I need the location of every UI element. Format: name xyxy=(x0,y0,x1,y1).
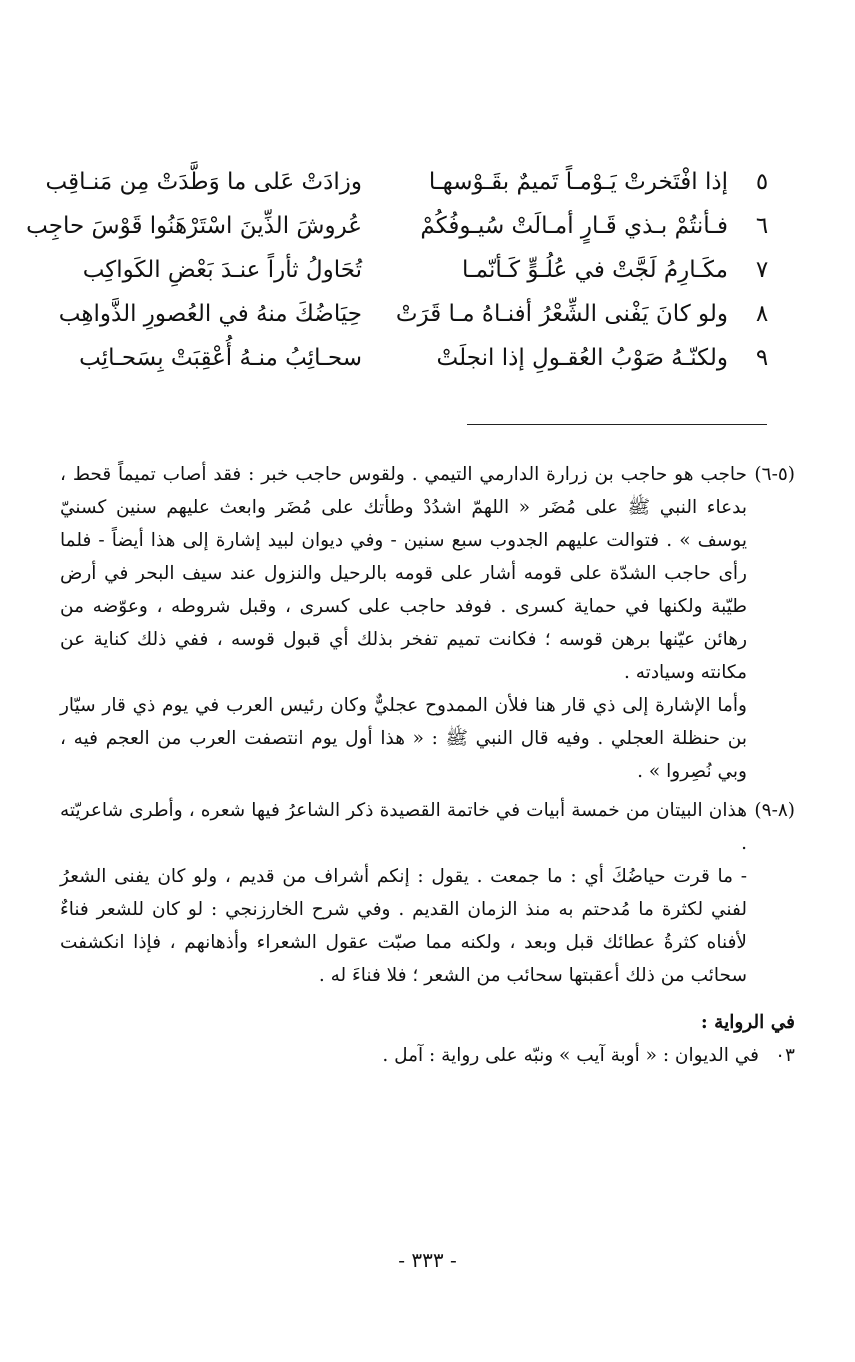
variant-number: ٠٣ xyxy=(775,1045,795,1066)
verse-second-hemistich: عُروشَ الذِّينَ اسْتَرْهَنُوا قَوْسَ حاجِب xyxy=(26,213,362,239)
verse-first-hemistich: ولو كانَ يَفْنى الشِّعْرُ أفنـاهُ مـا قَرَتْ xyxy=(395,301,728,327)
verse-second-hemistich: حِيَاضُكَ منهُ في العُصورِ الذَّواهِب xyxy=(58,301,362,327)
footnote-paragraph: - ما قرت حياضُكَ أي : ما جمعت . يقول : إنكم أشراف من قديم ، ولو كان يفنى الشعرُ لفني لكثرة ما مُدحتم به منذ الزمان القديم . وفي شرح الخارزنجي : لو كان للشعر فناءٌ لأفناه كثرةُ عطائك قبل وبعد ، ولكنه مما صبّت عقول الشعراء وأذهانهم ، فإذا انكشفت سحائب من ذلك أعقبتها سحائب من الشعر ؛ فلا فناءَ له . xyxy=(60,866,747,986)
verse-first-hemistich: فـأنتُمْ بـذي قَـارٍ أمـالَتْ سُيـوفُكُمْ xyxy=(420,213,728,239)
verse-second-hemistich: وزادَتْ عَلى ما وَطَّدَتْ مِن مَنـاقِب xyxy=(45,169,362,195)
verse xyxy=(60,248,780,292)
footnote xyxy=(60,458,795,788)
poem-verses xyxy=(26,160,780,380)
verse-number: ٦ xyxy=(755,213,769,239)
footnote xyxy=(60,794,795,992)
footnote-paragraph: هذان البيتان من خمسة أبيات في خاتمة القصيدة ذكر الشاعرُ فيها شعره ، وأطرى شاعريّته . xyxy=(60,800,747,854)
variant-text: في الديوان : « أوبة آيب » ونبّه على رواية : آمل . xyxy=(382,1045,759,1066)
verse xyxy=(60,336,780,380)
verse-first-hemistich: إذا افْتَخرتْ يَـوْمـاً تَميمٌ بقَـوْسهـا xyxy=(428,169,728,195)
variant-note xyxy=(60,1039,795,1072)
verse-first-hemistich: مكَـارِمُ لَجَّتْ في عُلُـوٍّ كَـأنّمـا xyxy=(461,257,728,283)
footnote-paragraph: وأما الإشارة إلى ذي قار هنا فلأن الممدوح عجليٌّ وكان رئيس العرب في يوم ذي قار سيّار بن حنظلة العجلي . وفيه قال النبي ﷺ : « هذا أول يوم انتصفت العرب من العجم فيه ، وبي نُصِروا » . xyxy=(60,695,747,782)
footnote-reference: (٨-٩) xyxy=(754,800,795,821)
verse xyxy=(26,204,780,248)
footnote-paragraph: حاجب هو حاجب بن زرارة الدارمي التيمي . ولقوس حاجب خبر : فقد أصاب تميماً قحط ، بدعاء النبي ﷺ على مُضَر « اللهمّ اشدُدْ وطأتك على مُضَر وابعث عليهم سنين كسنيّ يوسف » . فتوالت عليهم الجدوب سبع سنين - وفي ديوان لبيد إشارة إلى هذا أيضاً - فلما رأى حاجب الشدّة على قومه أشار على قومه بالرحيل والنزول عند سيف البحر في أرض طيّبة ولكنها في حماية كسرى . فوفد حاجب على كسرى ، وقبل شروطه ، وعوّضه من رهائن عيّنها برهن قوسه ؛ فكانت تميم تفخر بذلك أي قبول قوسه ، ففي ذلك كناية عن مكانته وسيادته . xyxy=(60,464,747,683)
verse-first-hemistich: ولكنّـهُ صَوْبُ العُقـولِ إذا انجلَتْ xyxy=(436,345,728,371)
verse-number: ٨ xyxy=(755,301,769,327)
page-number: - ٣٣٣ - xyxy=(398,1248,457,1272)
footnote-separator xyxy=(467,424,767,425)
verse xyxy=(45,160,780,204)
footnote-reference: (٥-٦) xyxy=(754,464,795,485)
verse-second-hemistich: تُحَاولُ ثأراً عنـدَ بَعْضِ الكَواكِب xyxy=(82,257,362,283)
commentary xyxy=(60,458,795,1072)
verse-number: ٧ xyxy=(755,257,769,283)
verse-second-hemistich: سحـائِبُ منـهُ أُعْقِبَتْ بِسَحـائِب xyxy=(79,345,362,371)
verse xyxy=(60,292,780,336)
verse-number: ٩ xyxy=(755,345,769,371)
verse-number: ٥ xyxy=(755,169,769,195)
section-heading: في الرواية : xyxy=(700,1012,795,1033)
